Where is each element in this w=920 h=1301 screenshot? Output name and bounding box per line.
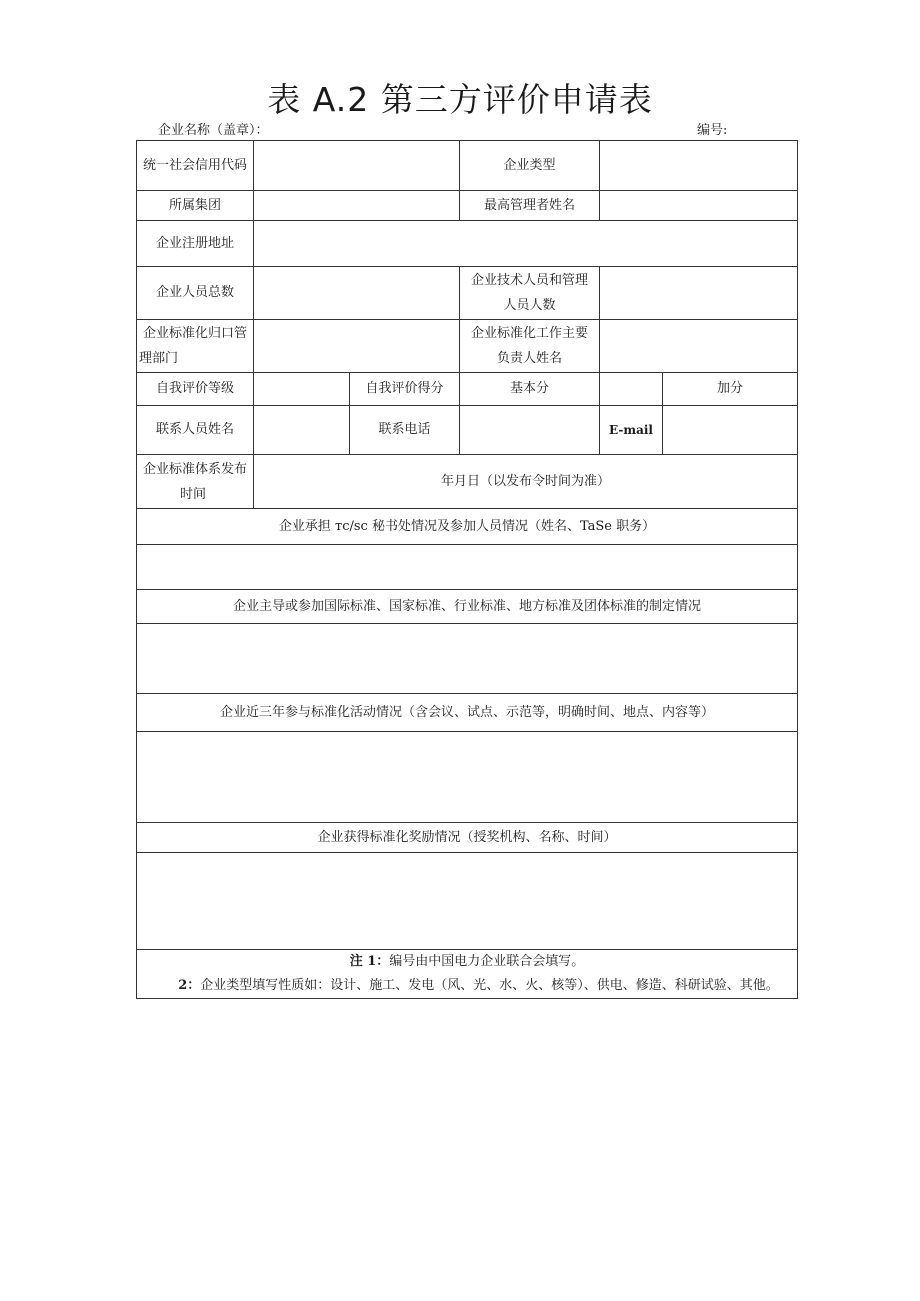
email-field[interactable] [663, 406, 798, 455]
application-form-table [136, 140, 798, 999]
tech-staff-field[interactable] [600, 267, 798, 320]
activities-heading: 企业近三年参与标准化活动情况（含会议、试点、示范等，明确时间、地点、内容等） [137, 694, 798, 732]
table-row [137, 823, 798, 853]
std-dept-label-line2: 理部门 [139, 351, 179, 366]
base-score-label: 基本分 [460, 373, 600, 406]
awards-heading: 企业获得标准化奖励情况（授奖机构、名称、时间） [137, 823, 798, 853]
table-row [137, 509, 798, 545]
company-type-label: 企业类型 [460, 141, 600, 191]
credit-code-label: 统一社会信用代码 [137, 141, 254, 191]
std-dept-label-line1: 企业标准化归口管 [142, 326, 247, 341]
note-2-text: 企业类型填写性质如：设计、施工、发电（风、光、水、火、核等）、供电、修造、科研试验、其他。 [200, 978, 779, 993]
table-row [137, 732, 798, 823]
table-row [137, 455, 798, 509]
contact-phone-label: 联系电话 [350, 406, 460, 455]
self-grade-field[interactable] [254, 373, 350, 406]
std-system-date-field[interactable]: 年月日（以发布令时间为准） [254, 455, 798, 509]
note-2 [137, 974, 797, 998]
tech-staff-label-line1: 企业技术人员和管理 [470, 273, 588, 288]
table-row [137, 590, 798, 624]
note-1-prefix: 注 1： [349, 954, 390, 969]
page-title: 表 A.2 第三方评价申请表 [267, 80, 653, 119]
activities-field[interactable] [137, 732, 798, 823]
tech-staff-label-line2: 人员人数 [503, 298, 556, 313]
self-grade-label: 自我评价等级 [137, 373, 254, 406]
table-row [137, 406, 798, 455]
table-row [137, 694, 798, 732]
table-row [137, 624, 798, 694]
std-system-label-line2: 时间 [180, 486, 207, 502]
table-row [137, 545, 798, 590]
email-label: E-mail [600, 406, 663, 455]
bonus-label: 加分 [663, 373, 798, 406]
total-staff-field[interactable] [254, 267, 460, 320]
reg-address-field[interactable] [254, 221, 798, 267]
note-1-text: 编号由中国电力企业联合会填写。 [389, 954, 585, 969]
std-head-label-line2: 负责人姓名 [496, 351, 562, 366]
notes-cell [137, 950, 798, 999]
std-system-label-line1: 企业标准体系发布 [142, 461, 247, 477]
company-type-field[interactable] [600, 141, 798, 191]
contact-name-field[interactable] [254, 406, 350, 455]
std-head-field[interactable] [600, 320, 798, 373]
std-head-label-line1: 企业标准化工作主要 [470, 326, 588, 341]
standards-heading: 企业主导或参加国际标准、国家标准、行业标准、地方标准及团体标准的制定情况 [137, 590, 798, 624]
awards-field[interactable] [137, 853, 798, 950]
self-score-label: 自我评价得分 [350, 373, 460, 406]
note-2-prefix: 2： [178, 978, 201, 993]
secretariat-heading: 企业承担 тс/sc 秘书处情况及参加人员情况（姓名、TaSe 职务） [137, 509, 798, 545]
table-row [137, 853, 798, 950]
table-row [137, 141, 798, 191]
table-row [137, 320, 798, 373]
contact-name-label: 联系人员姓名 [137, 406, 254, 455]
std-system-label [137, 455, 254, 509]
note-1 [137, 950, 797, 974]
top-manager-field[interactable] [600, 191, 798, 221]
tech-staff-label [460, 267, 600, 320]
group-label: 所属集团 [137, 191, 254, 221]
table-row [137, 267, 798, 320]
table-row [137, 191, 798, 221]
credit-code-field[interactable] [254, 141, 460, 191]
std-head-label [460, 320, 600, 373]
reg-address-label: 企业注册地址 [137, 221, 254, 267]
serial-number-label: 编号: [697, 123, 728, 138]
contact-phone-field[interactable] [460, 406, 600, 455]
secretariat-field[interactable] [137, 545, 798, 590]
table-row [137, 373, 798, 406]
top-manager-label: 最高管理者姓名 [460, 191, 600, 221]
total-staff-label: 企业人员总数 [137, 267, 254, 320]
base-score-field[interactable] [600, 373, 663, 406]
standards-field[interactable] [137, 624, 798, 694]
std-dept-field[interactable] [254, 320, 460, 373]
table-row [137, 950, 798, 999]
company-name-label: 企业名称（盖章）： [158, 123, 269, 138]
group-field[interactable] [254, 191, 460, 221]
table-row [137, 221, 798, 267]
std-dept-label [137, 320, 254, 373]
